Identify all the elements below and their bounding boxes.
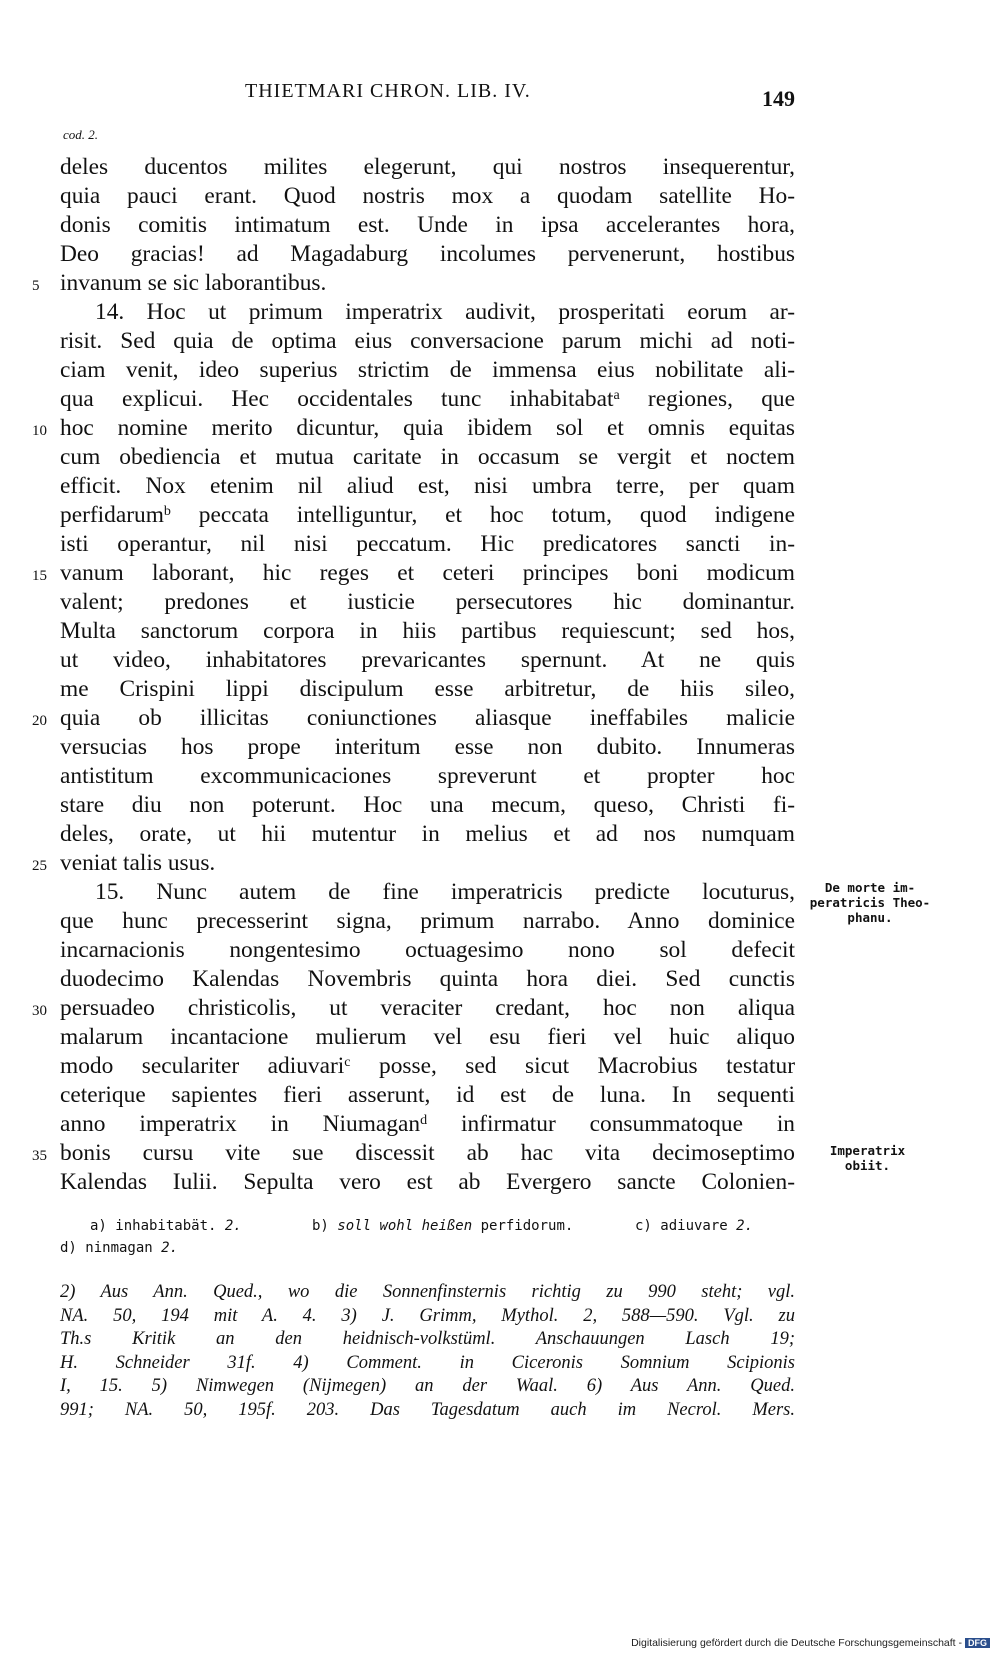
line-text: posse, sed sicut Macrobius testatur (350, 1053, 795, 1079)
text-line (60, 530, 795, 559)
apparatus-row (60, 1237, 795, 1259)
line-text: veniat talis usus. (60, 850, 216, 876)
text-line (60, 791, 795, 820)
line-number: 20 (32, 713, 47, 729)
margin-note-line: De morte im- (824, 880, 916, 895)
text-line (32, 1139, 795, 1168)
line-text: quia ob illicitas coniunctiones aliasque ineffabiles malicie (60, 705, 795, 731)
text-line (60, 385, 795, 414)
dfg-logo: DFG (965, 1638, 990, 1648)
line-number: 10 (32, 423, 47, 439)
line-text: que hunc precesserint signa, primum narrabo. Anno dominice (60, 908, 795, 934)
critical-apparatus (60, 1215, 795, 1259)
text-line (60, 472, 795, 501)
text-line (32, 704, 795, 733)
text-line (32, 559, 795, 588)
line-text: vanum laborant, hic reges et ceteri principes boni modicum (60, 560, 795, 586)
text-line (60, 356, 795, 385)
line-text: ciam venit, ideo superius strictim de immensa eius nobilitate ali- (60, 357, 795, 383)
text-line (32, 414, 795, 443)
reference-line: I, 15. 5) Nimwegen (Nijmegen) an der Waal. 6) Aus Ann. Qued. (60, 1376, 795, 1396)
line-text: efficit. Nox etenim nil aliud est, nisi umbra terre, per quam (60, 473, 795, 499)
footnote-marker: c (344, 1053, 351, 1070)
text-line (60, 878, 795, 907)
line-text: anno imperatrix in Niumagan (60, 1111, 421, 1137)
line-text: invanum se sic laborantibus. (60, 270, 327, 296)
text-line (60, 675, 795, 704)
text-line (32, 994, 795, 1023)
line-text: incarnacionis nongentesimo octuagesimo nono sol defecit (60, 937, 795, 963)
line-text: duodecimo Kalendas Novembris quinta hora diei. Sed cunctis (60, 966, 795, 992)
line-text: stare diu non poterunt. Hoc una mecum, queso, Christi fi- (60, 792, 795, 818)
text-line (32, 849, 795, 878)
line-text: deles ducentos milites elegerunt, qui nostros insequerentur, (60, 154, 795, 180)
line-text: risit. Sed quia de optima eius conversacione parum michi ad noti- (60, 328, 795, 354)
text-line (60, 820, 795, 849)
margin-note-line: phanu. (847, 910, 893, 925)
funding-footer (631, 1637, 990, 1649)
line-number: 30 (32, 1003, 47, 1019)
margin-note-line: obiit. (844, 1158, 891, 1173)
text-line (60, 733, 795, 762)
line-text: antistitum excommunicaciones spreverunt et propter hoc (60, 763, 795, 789)
line-text: regiones, que (619, 386, 795, 412)
line-text: infirmatur consummatoque in (427, 1111, 796, 1137)
line-text: quia pauci erant. Quod nostris mox a quodam satellite Ho- (60, 183, 795, 209)
reference-line: Th.s Kritik an den heidnisch-volkstüml. Anschauungen Lasch 19; (60, 1329, 795, 1349)
margin-note-line: Imperatrix (829, 1143, 906, 1158)
line-text: me Crispini lippi discipulum esse arbitretur, de hiis sileo, (60, 676, 795, 702)
footer-text: Digitalisierung gefördert durch die Deutsche Forschungsgemeinschaft - (631, 1637, 962, 1649)
line-text: donis comitis intimatum est. Unde in ipsa accelerantes hora, (60, 212, 795, 238)
line-number: 25 (32, 858, 47, 874)
line-text: ut video, inhabitatores prevaricantes spernunt. At ne quis (60, 647, 795, 673)
apparatus-note-b: b) soll wohl heißen perfidorum. (312, 1218, 574, 1234)
text-line (60, 965, 795, 994)
apparatus-note-c: c) adiuvare 2. (635, 1218, 754, 1234)
line-number: 5 (32, 278, 40, 294)
text-line (60, 182, 795, 211)
text-line (60, 443, 795, 472)
text-line (60, 936, 795, 965)
footnote-marker: d (420, 1111, 428, 1128)
line-text: 14. Hoc ut primum imperatrix audivit, prosperitati eorum ar- (95, 299, 795, 325)
text-line (60, 907, 795, 936)
running-title: THIETMARI CHRON. LIB. IV. (245, 80, 531, 102)
text-line (60, 211, 795, 240)
line-text: Deo gracias! ad Magadaburg incolumes pervenerunt, hostibus (60, 241, 795, 267)
margin-note-death (800, 880, 940, 925)
reference-line: 2) Aus Ann. Qued., wo die Sonnenfinsternis richtig zu 990 steht; vgl. (60, 1282, 795, 1302)
text-line (60, 298, 795, 327)
line-number: 15 (32, 568, 47, 584)
text-line (32, 269, 795, 298)
codex-note: cod. 2. (63, 127, 99, 142)
line-text: isti operantur, nil nisi peccatum. Hic predicatores sancti in- (60, 531, 795, 557)
text-line (60, 153, 795, 182)
apparatus-note-a: a) inhabitabät. 2. (90, 1218, 242, 1234)
line-text: persuadeo christicolis, ut veraciter credant, hoc non aliqua (60, 995, 795, 1021)
text-line (60, 1023, 795, 1052)
reference-line: 991; NA. 50, 195f. 203. Das Tagesdatum auch im Necrol. Mers. (60, 1399, 795, 1420)
line-text: ceterique sapientes fieri asserunt, id est de luna. In sequenti (60, 1082, 795, 1108)
text-line (60, 1110, 795, 1139)
apparatus-row (60, 1215, 795, 1237)
line-text: peccata intelliguntur, et hoc totum, quod indigene (170, 502, 795, 528)
text-line (60, 327, 795, 356)
line-number: 35 (32, 1148, 47, 1164)
line-text: versucias hos prope interitum esse non dubito. Innumeras (60, 734, 795, 760)
page-number: 149 (762, 86, 795, 111)
line-text: Kalendas Iulii. Sepulta vero est ab Evergero sancte Colonien- (60, 1169, 795, 1195)
line-text: deles, orate, ut hii mutentur in melius et ad nos numquam (60, 821, 795, 847)
line-text: malarum incantacione mulierum vel esu fieri vel huic aliquo (60, 1024, 795, 1050)
line-text: qua explicui. Hec occidentales tunc inhabitabat (60, 386, 614, 412)
text-line (60, 646, 795, 675)
footnote-marker: a (613, 386, 620, 403)
line-text: hoc nomine merito dicuntur, quia ibidem sol et omnis equitas (60, 415, 795, 441)
line-text: bonis cursu vite sue discessit ab hac vita decimoseptimo (60, 1140, 795, 1166)
text-line (60, 501, 795, 530)
reference-notes (60, 1281, 795, 1422)
line-text: Multa sanctorum corpora in hiis partibus requiescunt; sed hos, (60, 618, 795, 644)
text-line (60, 1052, 795, 1081)
main-text (32, 153, 796, 1197)
text-line (60, 588, 795, 617)
running-header (60, 80, 795, 114)
text-line (60, 1168, 795, 1197)
margin-note-obiit (805, 1143, 930, 1173)
footnote-marker: b (163, 502, 171, 519)
line-text: perfidarum (60, 502, 164, 528)
text-line (60, 240, 795, 269)
line-text: cum obediencia et mutua caritate in occasum se vergit et noctem (60, 444, 795, 470)
reference-line: NA. 50, 194 mit A. 4. 3) J. Grimm, Mythol. 2, 588—590. Vgl. zu (60, 1305, 795, 1326)
margin-note-line: peratricis Theo- (809, 895, 931, 910)
line-text: valent; predones et iusticie persecutores hic dominantur. (60, 589, 795, 615)
reference-line: H. Schneider 31f. 4) Comment. in Ciceronis Somnium Scipionis (60, 1352, 795, 1373)
text-line (60, 762, 795, 791)
apparatus-note-d: d) ninmagan 2. (60, 1240, 179, 1256)
text-line (60, 1081, 795, 1110)
line-text: modo seculariter adiuvari (60, 1053, 345, 1079)
text-line (60, 617, 795, 646)
line-text: 15. Nunc autem de fine imperatricis predicte locuturus, (95, 879, 795, 905)
